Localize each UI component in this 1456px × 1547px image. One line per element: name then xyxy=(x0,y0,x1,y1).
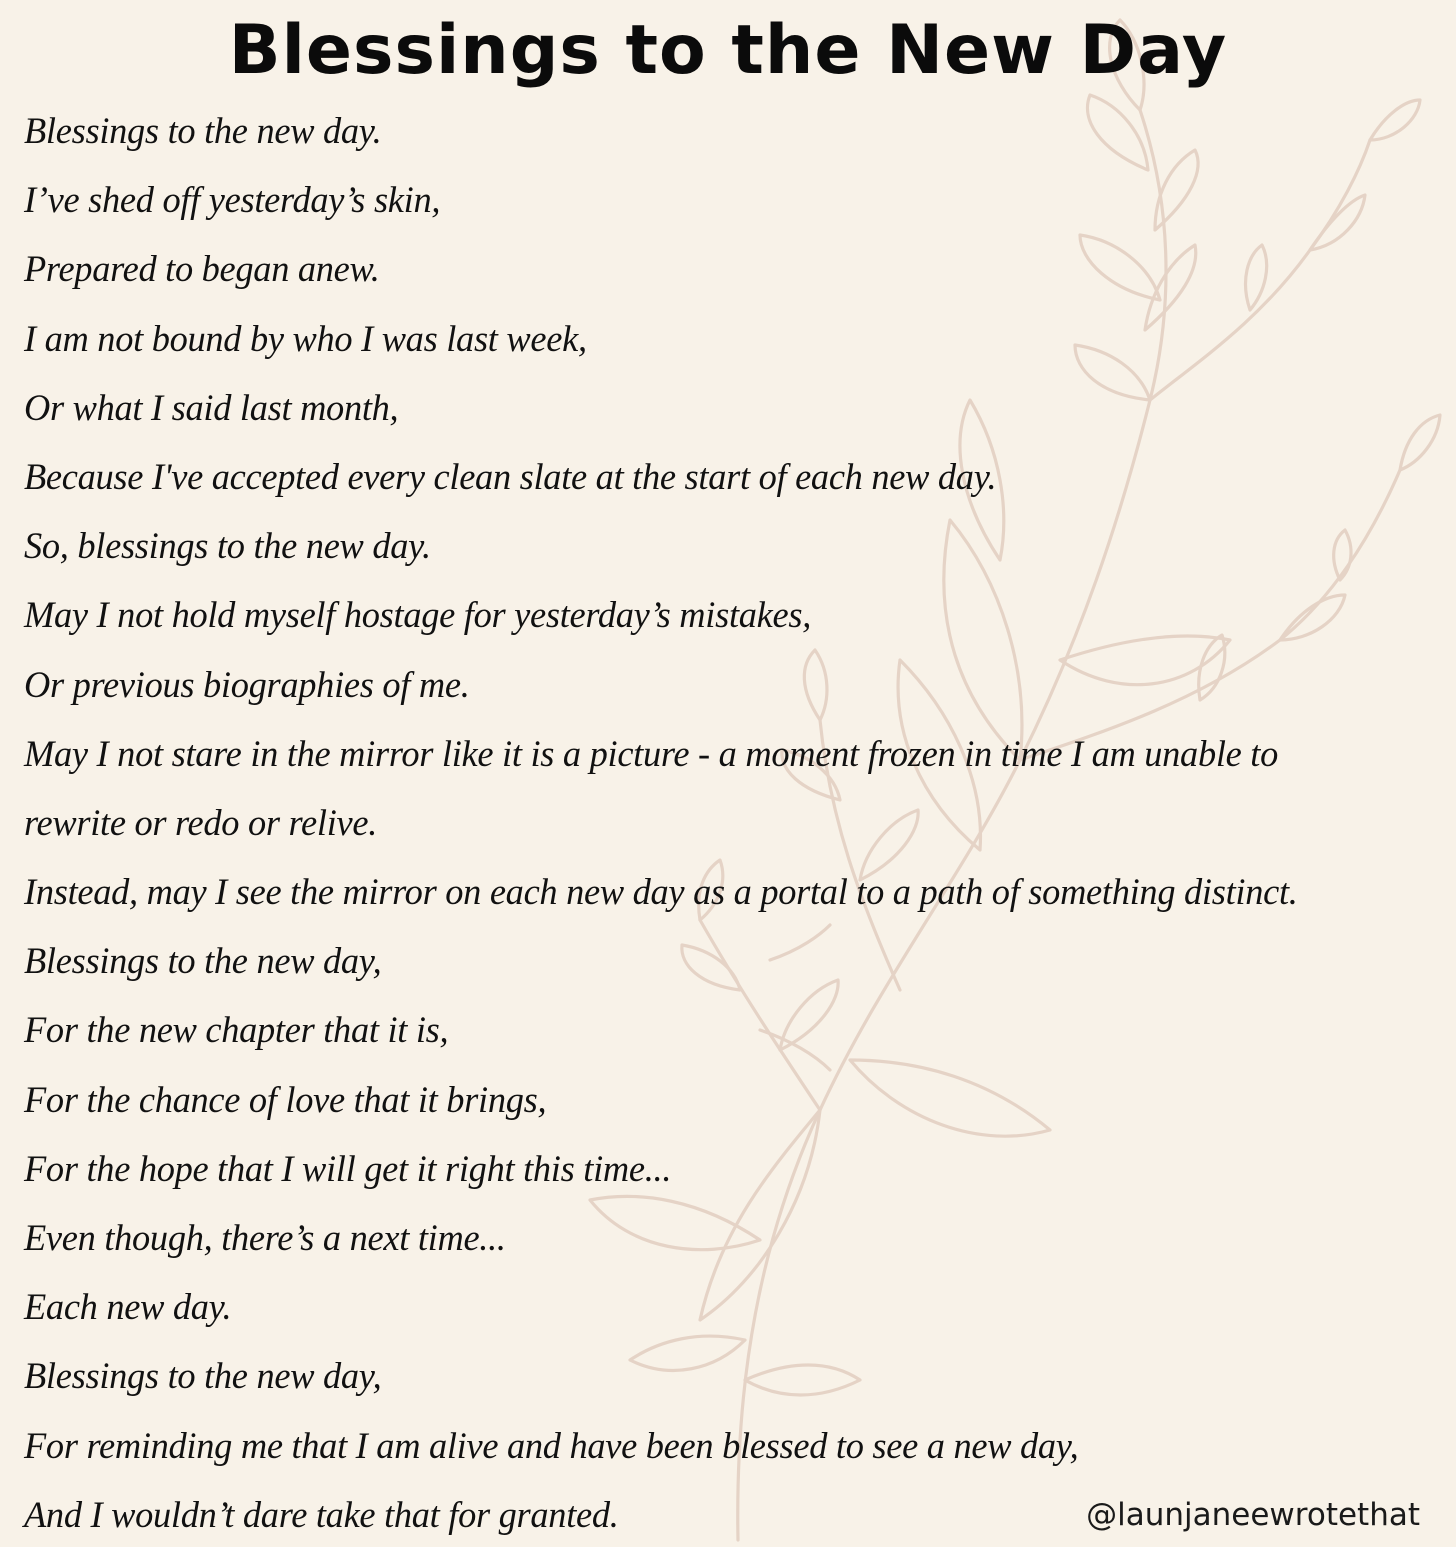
poem-line: Blessings to the new day, xyxy=(24,1355,382,1397)
poem-line: Blessings to the new day. xyxy=(24,110,382,151)
poem-line: So, blessings to the new day. xyxy=(24,525,431,567)
poem-line: For reminding me that I am alive and have been blessed to see a new day, xyxy=(24,1424,1079,1466)
poem-line: Each new day. xyxy=(24,1286,232,1328)
poem-line: Because I've accepted every clean slate at the start of each new day. xyxy=(24,455,997,497)
poem-line: For the chance of love that it brings, xyxy=(24,1078,547,1120)
poem-line: rewrite or redo or relive. xyxy=(24,801,378,843)
poem-body xyxy=(24,96,1454,1547)
poem-line: For the hope that I will get it right this time... xyxy=(24,1147,672,1189)
poem-line: Or what I said last month, xyxy=(24,386,399,428)
poem-line: And I wouldn’t dare take that for granted. xyxy=(24,1493,619,1535)
poem-line: May I not hold myself hostage for yesterday’s mistakes, xyxy=(24,594,812,636)
page-title: Blessings to the New Day xyxy=(228,11,1228,90)
poem-line: May I not stare in the mirror like it is a picture - a moment frozen in time I am unable to xyxy=(24,732,1279,774)
poem-line: Even though, there’s a next time... xyxy=(24,1217,506,1258)
poem-line: I am not bound by who I was last week, xyxy=(24,317,587,359)
poem-line: Or previous biographies of me. xyxy=(24,663,470,705)
poem-line: I’ve shed off yesterday’s skin, xyxy=(24,179,441,221)
poem-line: Blessings to the new day, xyxy=(24,940,382,982)
author-handle: @launjaneewrotethat xyxy=(1086,1497,1420,1533)
poem-line: Instead, may I see the mirror on each new day as a portal to a path of something distinct. xyxy=(24,871,1298,913)
poem-line: For the new chapter that it is, xyxy=(24,1009,449,1051)
poem-line: Prepared to began anew. xyxy=(24,248,380,290)
